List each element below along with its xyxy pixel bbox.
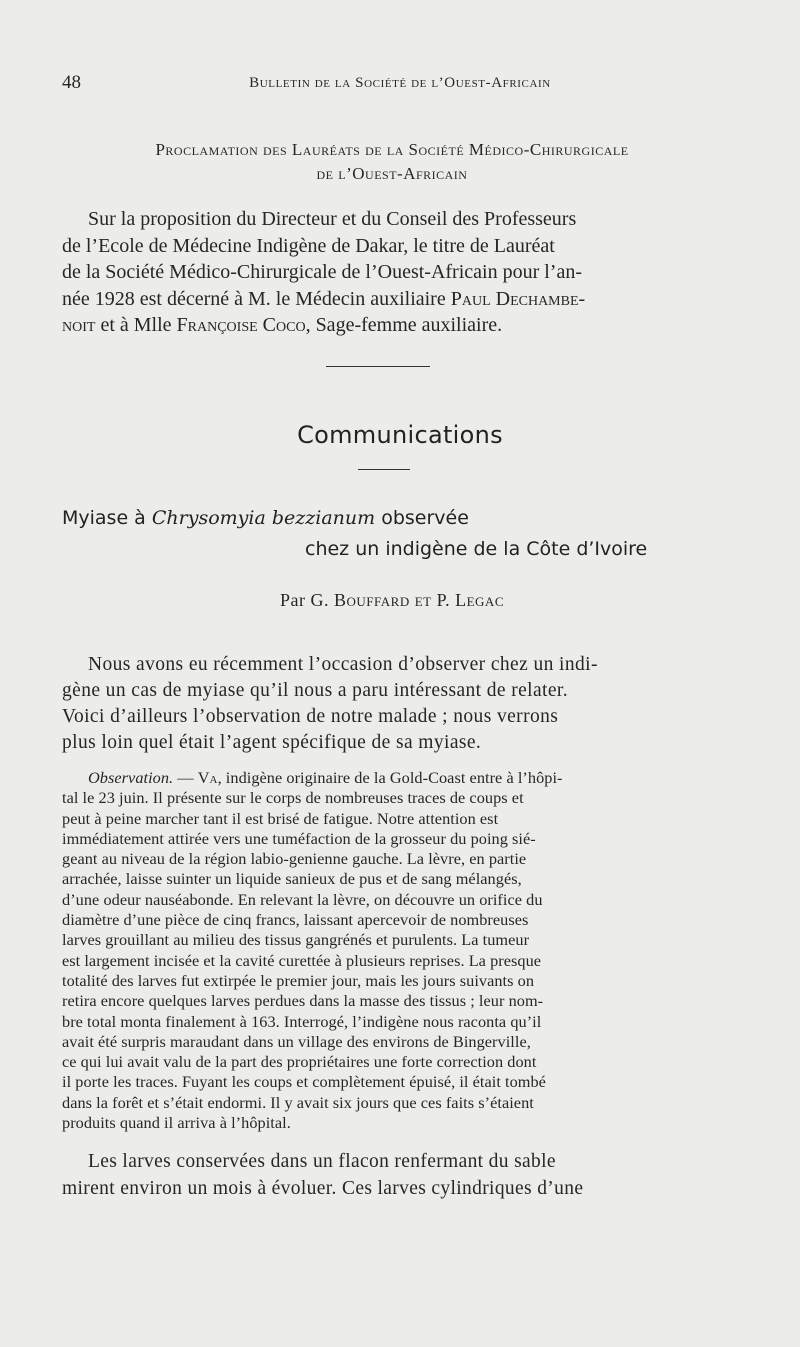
text-line: plus loin quel était l’agent spécifique de sa myiase. (62, 732, 482, 753)
text-line: mirent environ un mois à évoluer. Ces larves cylindriques d’une (62, 1177, 584, 1199)
proclamation-title (62, 138, 722, 186)
section-heading: Communications (297, 421, 503, 449)
text-line: bre total monta finalement à 163. Interrogé, l’indigène nous raconta qu’il (62, 1011, 542, 1031)
species-name: Chrysomyia bezzianum (151, 507, 376, 529)
proclamation-paragraph (62, 206, 722, 339)
observation-label: Observation. (88, 768, 174, 787)
text-line: Sur la proposition du Directeur et du Conseil des Professeurs (88, 208, 577, 230)
article-title-line: Myiase à Chrysomyia bezzianum observée (62, 507, 469, 529)
text-line: noit et à Mlle Françoise Coco, Sage-femme auxiliaire. (62, 314, 503, 336)
section-divider (326, 366, 430, 367)
text-line: née 1928 est décerné à M. le Médecin auxiliaire Paul Dechambe- (62, 287, 586, 310)
text-line: totalité des larves fut extirpée le premier jour, mais les jours suivants on (62, 970, 535, 990)
text-line: ce qui lui avait valu de la part des propriétaires une forte correction dont (62, 1052, 537, 1072)
text-line: Nous avons eu récemment l’occasion d’observer chez un indi- (88, 654, 598, 675)
laureate-name: Françoise Coco (176, 314, 306, 336)
observation-paragraph (62, 768, 722, 1133)
page-number: 48 (62, 72, 81, 93)
text-line: de la Société Médico-Chirurgicale de l’Ouest-Africain pour l’an- (62, 261, 582, 283)
authors: G. Bouffard et P. Legac (310, 590, 504, 610)
patient-initials: Va (197, 768, 218, 787)
text-line: Les larves conservées dans un flacon renfermant du sable (88, 1151, 556, 1172)
journal-title: Bulletin de la Société de l’Ouest-Africain (249, 75, 551, 91)
proclamation-title-line: de l’Ouest-Africain (316, 164, 468, 183)
text-line: retira encore quelques larves perdues dans la masse des tissus ; leur nom- (62, 991, 544, 1011)
text-line: immédiatement attirée vers une tuméfaction de la grosseur du poing sié- (62, 828, 536, 848)
text-line: gène un cas de myiase qu’il nous a paru intéressant de relater. (62, 680, 569, 701)
intro-paragraph (62, 652, 722, 756)
closing-paragraph (62, 1149, 722, 1202)
text-line: Voici d’ailleurs l’observation de notre malade ; nous verrons (62, 706, 559, 727)
text-line: produits quand il arriva à l’hôpital. (62, 1113, 291, 1133)
text-line: Observation. — Va, indigène originaire de la Gold-Coast entre à l’hôpi- (88, 768, 563, 787)
text-line: il porte les traces. Fuyant les coups et complètement épuisé, il était tombé (62, 1072, 546, 1092)
text-line: dans la forêt et s’était endormi. Il y avait six jours que ces faits s’étaient (62, 1092, 534, 1112)
text-line: d’une odeur nauséabonde. En relevant la lèvre, on découvre un orifice du (62, 889, 543, 909)
text-line: avait été surpris maraudant dans un village des environs de Bingerville, (62, 1031, 531, 1051)
text-line: larves grouillant au milieu des tissus gangrénés et purulents. La tumeur (62, 930, 530, 950)
proclamation-title-line: Proclamation des Lauréats de la Société Médico-Chirurgicale (155, 140, 629, 159)
text-line: geant au niveau de la région labio-genienne gauche. La lèvre, en partie (62, 849, 527, 869)
text-line: peut à peine marcher tant il est brisé de fatigue. Notre attention est (62, 808, 499, 828)
running-head (62, 72, 738, 102)
article-title-line: chez un indigène de la Côte d’Ivoire (305, 538, 648, 560)
laureate-name: Paul Dechambe- (450, 287, 586, 310)
text-line: de l’Ecole de Médecine Indigène de Dakar, le titre de Lauréat (62, 234, 555, 257)
text-line: tal le 23 juin. Il présente sur le corps de nombreuses traces de coups et (62, 788, 524, 808)
text-line: est largement incisée et la cavité curettée à plusieurs reprises. La presque (62, 950, 542, 970)
byline: Par G. Bouffard et P. Legac (279, 590, 504, 610)
text-line: diamètre d’une pièce de cinq francs, laissant apercevoir de nombreuses (62, 910, 529, 930)
heading-underline (358, 469, 410, 470)
text-line: arrachée, laisse suinter un liquide sanieux de pus et de sang mélangés, (62, 869, 522, 889)
